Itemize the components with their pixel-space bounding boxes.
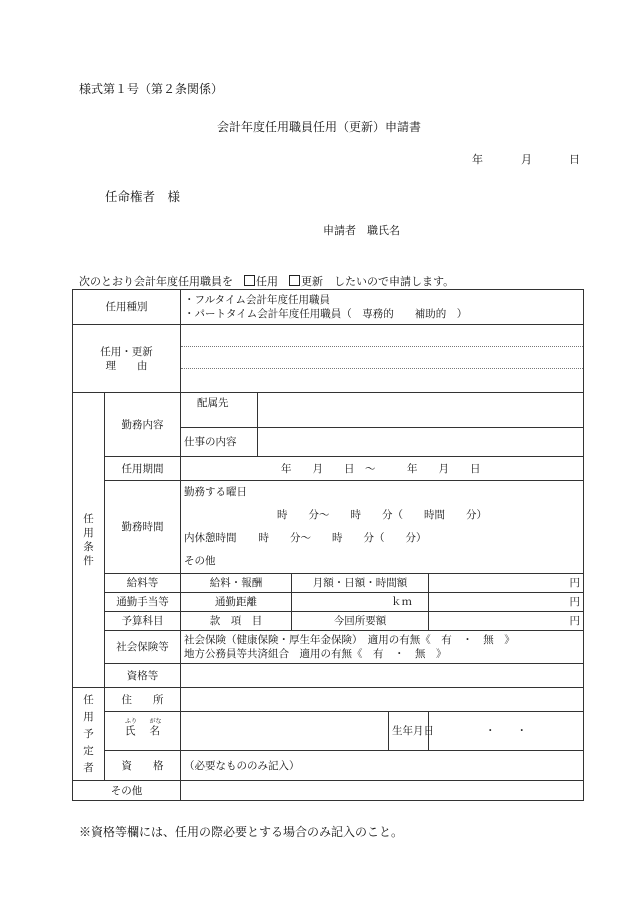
salary-yen: 円 <box>569 577 581 589</box>
salary-basis[interactable]: 月額・日額・時間額 <box>292 574 429 593</box>
insurance-line-2: 地方公務員等共済組合 適用の有無《 有 ・ 無 》 <box>184 648 447 660</box>
insurance-field[interactable] <box>181 631 584 664</box>
cand-char-5: 者 <box>83 761 94 774</box>
applicant-label: 申請者 職氏名 <box>323 224 400 237</box>
application-form-table <box>72 289 584 801</box>
reason-label-line1: 任用・更新 <box>100 345 153 358</box>
address-label: 住 所 <box>105 688 181 712</box>
appointment-type-row <box>73 290 584 325</box>
candidate-qualification-row <box>73 751 584 781</box>
name-char-1-text: 氏 <box>125 725 136 737</box>
appointment-type-options[interactable] <box>181 290 584 325</box>
salary-row <box>73 574 584 593</box>
name-field[interactable] <box>181 712 389 751</box>
salary-type[interactable]: 給料・報酬 <box>181 574 292 593</box>
name-label <box>105 712 181 751</box>
insurance-line-1: 社会保険（健康保険・厚生年金保険） 適用の有無《 有 ・ 無 》 <box>184 634 515 646</box>
name-row <box>73 712 584 751</box>
salary-label: 給料等 <box>105 574 181 593</box>
qualification-label: 資格等 <box>105 664 181 688</box>
date-day-label: 日 <box>569 153 580 166</box>
qualification-field[interactable] <box>181 664 584 688</box>
duties-label: 勤務内容 <box>105 393 181 457</box>
gana-text: がな <box>149 718 162 725</box>
cand-char-4: 定 <box>83 744 94 757</box>
type-parttime: ・パートタイム会計年度任用職員（ 専務的 補助的 ） <box>184 308 468 320</box>
reason-line-2 <box>181 347 583 369</box>
name-char-2-text: 名 <box>149 725 160 737</box>
commute-amount-field[interactable] <box>429 593 584 612</box>
cand-char-1: 任 <box>83 693 94 706</box>
commute-yen: 円 <box>569 596 581 608</box>
furi-text: ふり <box>125 718 138 725</box>
date-year-label: 年 <box>472 153 483 166</box>
name-char-2 <box>149 718 162 738</box>
other-row <box>73 781 584 801</box>
salary-amount-field[interactable] <box>429 574 584 593</box>
date-month-label: 月 <box>521 153 532 166</box>
job-content-field[interactable] <box>258 428 584 457</box>
assignment-label <box>181 393 258 428</box>
intro-sentence <box>79 273 454 289</box>
other-field[interactable] <box>181 781 584 801</box>
footer-note: ※資格等欄には、任用の際必要とする場合のみ記入のこと。 <box>79 825 404 839</box>
period-label: 任用期間 <box>105 457 181 481</box>
budget-items[interactable]: 款 項 目 <box>181 612 292 631</box>
reason-line-1 <box>181 325 583 347</box>
reason-row <box>73 325 584 393</box>
km-unit: ｋｍ <box>391 596 412 608</box>
name-char-1 <box>125 718 138 738</box>
cond-char-3: 条 <box>83 541 94 553</box>
birth-field[interactable]: ・ ・ <box>429 712 584 751</box>
budget-amount-field[interactable] <box>429 612 584 631</box>
addressee: 任命権者 様 <box>105 189 181 204</box>
hours-field[interactable] <box>181 481 584 574</box>
commute-row <box>73 593 584 612</box>
break-label: 内休憩時間 <box>184 532 237 544</box>
period-field[interactable]: 年 月 日 〜 年 月 日 <box>181 457 584 481</box>
assignment-row <box>73 393 584 428</box>
assignment-field[interactable] <box>258 393 584 428</box>
budget-yen: 円 <box>569 615 581 627</box>
commute-label: 通勤手当等 <box>105 593 181 612</box>
candidate-vertical-label <box>73 688 105 781</box>
cond-char-2: 用 <box>83 527 94 539</box>
type-fulltime: ・フルタイム会計年度任用職員 <box>184 294 330 306</box>
commute-distance-field[interactable] <box>292 593 429 612</box>
insurance-label: 社会保険等 <box>105 631 181 664</box>
address-field[interactable] <box>181 688 584 712</box>
cond-char-1: 任 <box>83 513 94 525</box>
cand-char-3: 予 <box>83 727 94 740</box>
period-row <box>73 457 584 481</box>
budget-amount-label: 今回所要額 <box>292 612 429 631</box>
address-row <box>73 688 584 712</box>
renew-checkbox[interactable] <box>289 275 300 286</box>
hours-label: 勤務時間 <box>105 481 181 574</box>
candidate-qualification-label: 資 格 <box>105 751 181 781</box>
candidate-qualification-field[interactable]: （必要なもののみ記入） <box>181 751 584 781</box>
reason-label-line2: 理 由 <box>105 359 148 372</box>
cand-char-2: 用 <box>83 710 94 723</box>
assignment-label-text: 配属先 <box>197 397 229 409</box>
budget-label: 予算科目 <box>105 612 181 631</box>
appoint-checkbox[interactable] <box>244 275 255 286</box>
hours-row <box>73 481 584 574</box>
appoint-label: 任用 <box>256 275 278 288</box>
conditions-vertical-label <box>73 393 105 688</box>
other-label: その他 <box>73 781 181 801</box>
intro-suffix: したいので申請します。 <box>334 275 455 288</box>
break-time-text: 時 分〜 時 分（ 分） <box>258 532 427 544</box>
reason-label <box>73 325 181 393</box>
renew-label: 更新 <box>301 275 323 288</box>
qualification-row <box>73 664 584 688</box>
reason-field[interactable] <box>181 325 584 393</box>
birth-label: 生年月日 <box>389 712 429 751</box>
break-line <box>184 527 580 550</box>
appointment-type-label: 任用種別 <box>73 290 181 325</box>
job-content-label: 仕事の内容 <box>181 428 258 457</box>
commute-distance-label: 通勤距離 <box>181 593 292 612</box>
form-title: 会計年度任用職員任用（更新）申請書 <box>217 120 422 134</box>
form-number: 様式第１号（第２条関係） <box>79 82 224 96</box>
work-days-label: 勤務する曜日 <box>184 486 247 498</box>
cond-char-4: 件 <box>83 555 94 567</box>
insurance-row <box>73 631 584 664</box>
work-time-text: 時 分〜 時 分（ 時間 分） <box>277 509 487 521</box>
hours-other-label: その他 <box>184 555 216 567</box>
intro-prefix: 次のとおり会計年度任用職員を <box>79 275 233 288</box>
budget-row <box>73 612 584 631</box>
